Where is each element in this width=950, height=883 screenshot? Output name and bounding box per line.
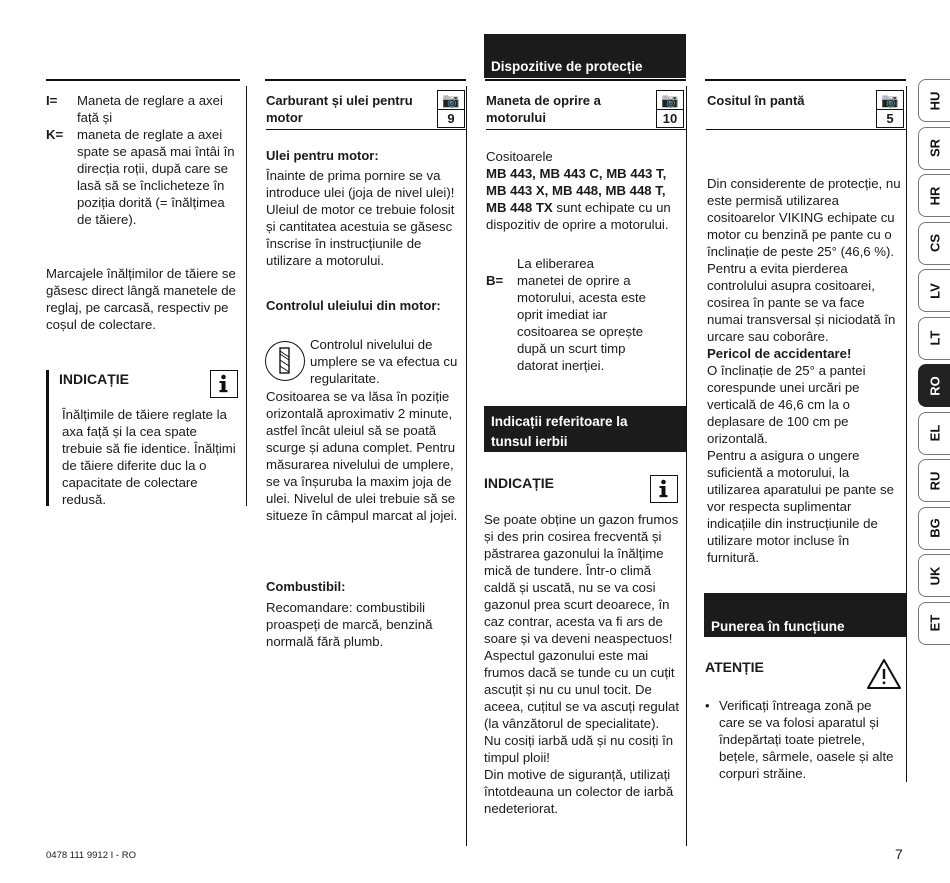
- column-1: [46, 92, 240, 228]
- heading-underline: [266, 129, 466, 130]
- language-tab-cs[interactable]: [918, 222, 950, 265]
- page-number: 7: [895, 846, 903, 862]
- fuel-text: Recomandare: combustibili proaspeți de marcă, benzină normală fără plumb.: [266, 600, 433, 649]
- language-tab-et[interactable]: [918, 602, 950, 645]
- collector-paragraph: Din motive de siguranță, utilizați întotdeauna un colector de iarbă nedeteriorat.: [484, 767, 674, 816]
- note-title: INDICAȚIE: [484, 475, 554, 491]
- section-bar-startup: [704, 593, 906, 637]
- top-rule-col1: [46, 79, 240, 81]
- icon-box-number: 9: [447, 111, 455, 126]
- language-tab-uk[interactable]: [918, 554, 950, 597]
- language-tab-label: ET: [927, 614, 942, 632]
- legend-label: I=: [46, 93, 58, 108]
- model-list: MB 443, MB 443 C, MB 443 T, MB 443 X, MB 448, MB 448 T, MB 448 TX: [486, 166, 667, 215]
- section-heading-stop-lever: Maneta de oprire a motorului: [486, 93, 601, 125]
- col-separator-2: [466, 86, 467, 846]
- language-tab-label: BG: [927, 518, 942, 538]
- section-bar-title: Dispozitive de protecție: [491, 59, 643, 74]
- language-tab-label: CS: [927, 233, 942, 253]
- language-tab-el[interactable]: [918, 412, 950, 455]
- subheading-motor-oil: Ulei pentru motor:: [266, 148, 379, 163]
- language-tab-label: HR: [927, 186, 942, 205]
- note-body: Se poate obține un gazon frumos și des prin cosirea frecventă și păstrarea gazonului la înălțime mică de tundere. Într-o climă caldă și uscată, nu se va cosi gazonul prea scurt deoarece, în caz contrar, acesta va fi ars de soare și va deveni neaspectuos!: [484, 512, 679, 646]
- section-heading-slopes: Cositul în pantă: [707, 93, 805, 108]
- warning-triangle-icon: [866, 658, 902, 695]
- slope-text: [707, 175, 903, 566]
- legend-label: K=: [46, 127, 64, 142]
- col-separator-1: [246, 86, 247, 506]
- camera-icon: 📷: [877, 91, 903, 110]
- legend-item-B-top: La eliberarea: [517, 256, 594, 271]
- bullet-dot: •: [705, 698, 710, 713]
- language-tab-hu[interactable]: [918, 79, 950, 122]
- section-bar-title: Punerea în funcțiune: [711, 619, 845, 634]
- language-tab-hr[interactable]: [918, 174, 950, 217]
- document-code: 0478 111 9912 I - RO: [46, 850, 136, 861]
- info-icon: [650, 475, 678, 503]
- legend-label: B=: [486, 273, 504, 288]
- oil-check-text: Cositoarea se va lăsa în poziție orizontală aproximativ 2 minute, astfel încât uleiul să se poată scurge și aduna complet. Pentru măsurarea nivelului de umplere, se va înșuruba la maxim joja de ulei. Nivelul de ulei trebuie să se situeze în câmpul marcat al jojei.: [266, 389, 458, 523]
- icon-box-9: [437, 90, 465, 128]
- top-rule-col4: [705, 79, 906, 81]
- wet-grass-paragraph: Nu cosiți iarbă udă și nu cosiți în timpul ploii!: [484, 733, 674, 765]
- language-tab-label: LV: [927, 282, 942, 299]
- subheading-fuel: Combustibil:: [266, 579, 346, 594]
- icon-box-number: 5: [886, 111, 894, 126]
- section-heading-fuel-oil: Carburant și ulei pentru motor: [266, 93, 413, 125]
- motor-oil-text: Înainte de prima pornire se va introduce ulei (joja de nivel ulei)! Uleiul de motor ce trebuie folosit și cantitatea acestuia se găsesc înscrise în instrucțiunile de utilizare a motorului.: [266, 168, 455, 268]
- icon-box-number: 10: [662, 111, 678, 126]
- language-tab-label: UK: [927, 566, 942, 585]
- language-tab-ro[interactable]: [918, 364, 950, 407]
- mowing-note-text: [484, 511, 682, 817]
- col-separator-4: [906, 86, 907, 782]
- language-tab-label: RO: [927, 375, 942, 396]
- legend-item-K: [46, 126, 240, 228]
- dipstick-icon: [265, 341, 305, 381]
- language-tab-label: HU: [927, 91, 942, 110]
- section-bar-mowing: [484, 406, 686, 452]
- cut-height-paragraph: Marcajele înălțimilor de tăiere se găsesc direct lângă manetele de reglaj, pe carcasă, respectiv pe coșul de colectare.: [46, 266, 236, 332]
- stop-lever-text: [486, 148, 682, 233]
- danger-label: Pericol de accidentare!: [707, 346, 852, 361]
- heading-underline: [706, 129, 906, 130]
- camera-icon: 📷: [438, 91, 464, 110]
- top-rule-col2: [265, 79, 466, 81]
- legend-text: maneta de reglate a axei spate se apasă mai întâi în direcția roții, după care se lasă să se înclicheteze în poziția dorită (= înălțimea de tăiere).: [77, 127, 235, 227]
- language-tab-lt[interactable]: [918, 317, 950, 360]
- warning-title: ATENȚIE: [705, 659, 764, 675]
- mowers-equipped: sunt echipate cu un dispozitiv de oprire a motorului.: [486, 200, 671, 232]
- legend-text: manetei de oprire a motorului, acesta este oprit imediat iar cositoarea se oprește după un scurt timp datorat inerției.: [517, 273, 647, 373]
- legend-item-I: [46, 92, 240, 126]
- language-tab-ru[interactable]: [918, 459, 950, 502]
- slope-paragraph-2: O înclinație de 25° a pantei corespunde unei urcări pe verticală de 46,6 cm la o deplasare de 100 cm pe orizontală.: [707, 363, 866, 446]
- section-bar-title: Indicații referitoare la tunsul ierbii: [491, 414, 628, 449]
- note-text: Înălțimile de tăiere reglate la axa față și la cea spate trebuie să fie identice. Înălțimi de tăiere diferite duc la o capacitate de colectare redusă.: [62, 407, 236, 507]
- note-bar: [46, 370, 49, 506]
- language-tab-label: EL: [927, 424, 942, 442]
- language-tab-label: LT: [927, 330, 942, 346]
- slope-paragraph-1: Din considerente de protecție, nu este permisă utilizarea cositoarelor VIKING echipate cu motor cu benzină pe pante cu o înclinație de peste 25° (46,6 %). Pentru a evita pierderea controlului asupra cositoarei, cosirea în pante se va face numai transversal și niciodată în urcare sau coborâre.: [707, 176, 901, 344]
- language-tab-bg[interactable]: [918, 507, 950, 550]
- language-tab-lv[interactable]: [918, 269, 950, 312]
- mowers-intro: Cositoarele: [486, 149, 553, 164]
- note-title: INDICAȚIE: [59, 371, 129, 387]
- subheading-oil-check: Controlul uleiului din motor:: [266, 298, 441, 313]
- icon-box-10: [656, 90, 684, 128]
- language-tab-sr[interactable]: [918, 127, 950, 170]
- language-tab-label: RU: [927, 471, 942, 490]
- oil-check-icon-text: Controlul nivelului de umplere se va efectua cu regularitate.: [310, 337, 458, 386]
- icon-box-5: [876, 90, 904, 128]
- blade-paragraph: Aspectul gazonului este mai frumos dacă se tunde cu un cuțit ascuțit și nu cu unul tocit. De aceea, cuțitul se va ascuți regulat (la vânzătorul de specialitate).: [484, 648, 679, 731]
- slope-paragraph-3: Pentru a asigura o ungere suficientă a motorului, la utilizarea aparatului pe pante se vor respecta suplimentar indicațiile din instrucțiunile de utilizare motor incluse în furnitură.: [707, 448, 894, 565]
- bullet-text: Verificați întreaga zonă pe care se va folosi aparatul și îndepărtați toate pietrele, bețele, sârmele, oasele și alte corpuri străine.: [719, 698, 894, 781]
- language-tab-label: SR: [927, 138, 942, 158]
- top-rule-col3: [485, 79, 686, 81]
- heading-underline: [486, 129, 686, 130]
- col-separator-3: [686, 86, 687, 846]
- warning-bullet: [705, 697, 901, 782]
- camera-icon: 📷: [657, 91, 683, 110]
- section-bar-protection: [484, 34, 686, 78]
- info-icon: [210, 370, 238, 398]
- legend-item-B: [486, 272, 682, 374]
- legend-text: Maneta de reglare a axei față și: [77, 93, 223, 125]
